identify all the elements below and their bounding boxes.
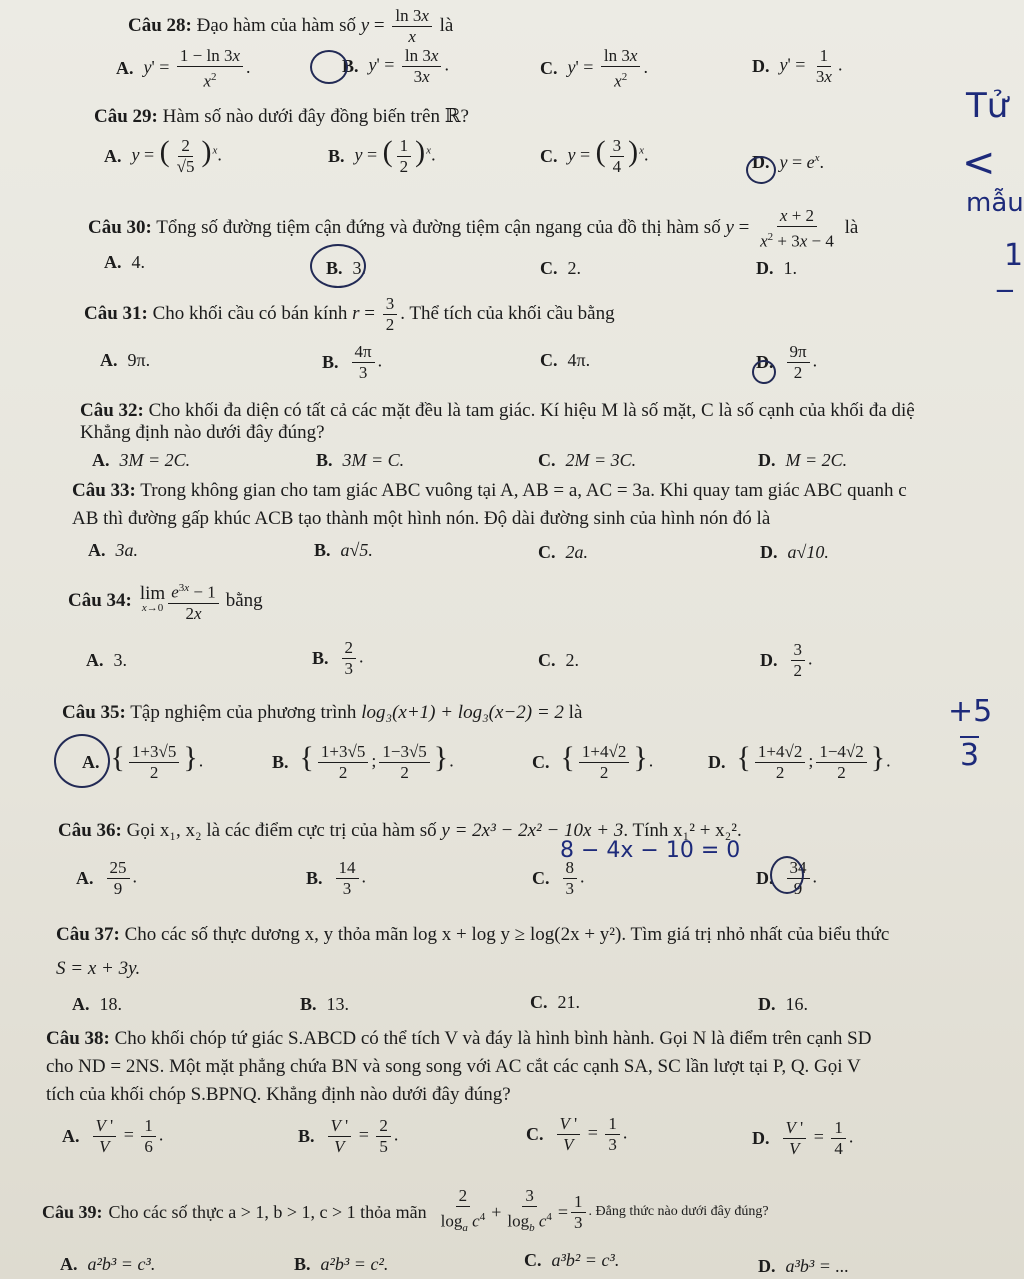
option-text: y' = $\frac{1 - \ln 3x}{x^2}$ . [143, 46, 251, 91]
option-36-a[interactable] [76, 858, 137, 899]
option-28-d[interactable] [752, 46, 842, 87]
option-label: D. [758, 994, 776, 1014]
option-label: B. [316, 450, 333, 470]
option-text: y = ( $\frac{3}{4}$ )$^x$. [567, 134, 649, 176]
question-number: Câu 30: [88, 217, 152, 239]
option-label: A. [88, 540, 106, 560]
option-text: 21. [557, 992, 580, 1012]
question-tail: . Thể tích của khối cầu bằng [400, 302, 615, 324]
option-38-c[interactable] [526, 1114, 627, 1155]
option-31-c[interactable] [540, 350, 590, 371]
option-label: B. [342, 56, 359, 76]
question-tail: bằng [225, 589, 263, 611]
option-text: 13. [326, 994, 350, 1014]
option-39-d[interactable] [758, 1256, 849, 1277]
answer-circle [770, 856, 804, 894]
option-34-c[interactable] [538, 650, 579, 671]
option-38-b[interactable] [298, 1116, 398, 1157]
option-text: 3a. [115, 540, 138, 560]
option-text: $\frac{25}{9}$ . [104, 858, 138, 899]
question-stem: Cho các số thực a > 1, b > 1, c > 1 thỏa mãn [108, 1202, 427, 1223]
margin-note: +5 [948, 694, 993, 729]
option-label: B. [300, 994, 317, 1014]
question-stem: Trong không gian cho tam giác ABC vuông tại A, AB = a, AC = 3a. Khi quay tam giác ABC quanh c [140, 480, 907, 501]
option-text: y' = $\frac{\ln 3x}{x^2}$ . [567, 46, 648, 91]
option-text: y' = $\frac{1}{3x}$ . [779, 46, 843, 86]
option-text: 2a. [565, 542, 588, 562]
option-33-a[interactable] [88, 540, 138, 561]
question-38 [46, 1026, 871, 1052]
answer-circle [752, 360, 776, 384]
option-text: $\frac{3}{2}$ . [788, 640, 813, 681]
option-text: a³b³ = ... [785, 1256, 849, 1276]
option-label: C. [532, 868, 550, 888]
option-28-b[interactable] [342, 46, 449, 87]
option-30-c[interactable] [540, 258, 581, 279]
option-label: A. [60, 1254, 78, 1274]
option-label: B. [328, 146, 345, 166]
option-text: a√10. [787, 542, 829, 562]
option-label: C. [540, 146, 558, 166]
option-label: B. [298, 1126, 315, 1146]
question-35 [62, 700, 582, 726]
option-label: C. [530, 992, 548, 1012]
option-text: $\frac{V '}{V}$ = $\frac{1}{3}$ . [554, 1114, 628, 1155]
option-text: $\frac{2}{3}$ . [339, 638, 364, 679]
option-35-c[interactable] [532, 742, 653, 783]
option-text: 2M = 3C. [565, 450, 637, 470]
question-formula: y = 2x³ − 2x² − 10x + 3 [441, 820, 624, 841]
question-stem: S = x + 3y. [56, 958, 141, 979]
question-33-line-2 [72, 506, 770, 532]
option-text: 4. [131, 252, 145, 272]
option-label: B. [322, 352, 339, 372]
option-37-a[interactable] [72, 994, 122, 1015]
option-28-c[interactable] [540, 46, 648, 92]
option-text: 4π. [567, 350, 591, 370]
question-stem: Gọi x₁, x₂ là các điểm cực trị của hàm số [126, 820, 437, 841]
answer-circle [746, 156, 776, 184]
question-37 [56, 922, 889, 948]
question-29 [94, 104, 469, 130]
option-text: 2. [565, 650, 579, 670]
option-label: B. [294, 1254, 311, 1274]
option-text: { $\frac{1+4√2}{2}$ }. [560, 740, 654, 782]
option-33-d[interactable] [760, 542, 829, 563]
option-label: C. [538, 450, 556, 470]
answer-circle [310, 50, 348, 84]
question-tail: . Đẳng thức nào dưới đây đúng? [588, 1204, 769, 1220]
option-label: D. [758, 1256, 776, 1276]
option-label: B. [326, 258, 343, 278]
option-text: { $\frac{1+4√2}{2}$ ; $\frac{1-4√2}{2}$ }. [736, 740, 891, 782]
option-30-a[interactable] [104, 252, 145, 273]
option-label: A. [104, 252, 122, 272]
question-number: Câu 32: [80, 400, 144, 421]
question-number: Câu 33: [72, 480, 136, 501]
formula-render: r = $\frac{3}{2}$ [352, 303, 400, 324]
option-text: 16. [785, 994, 808, 1014]
option-label: A. [100, 350, 118, 370]
option-label: D. [758, 450, 776, 470]
option-label: D. [752, 56, 770, 76]
option-label: D. [756, 352, 774, 372]
option-text: { $\frac{1+3√5}{2}$ ; $\frac{1-3√5}{2}$ }. [299, 740, 454, 782]
option-32-d[interactable] [758, 450, 847, 471]
formula-render: $\frac{2}{\log_a c^4}$ + $\frac{3}{\log_b c^4}$ = $\frac{1}{3}$ [435, 1186, 589, 1238]
option-label: B. [272, 752, 289, 772]
option-text: a²b³ = c². [320, 1254, 389, 1274]
margin-note: < [962, 140, 996, 186]
question-stem: Đạo hàm của hàm số [196, 14, 356, 36]
question-number: Câu 31: [84, 302, 148, 324]
option-text: 9π. [127, 350, 151, 370]
option-text: y' = $\frac{\ln 3x}{3x}$ . [368, 46, 449, 86]
option-text: 3. [113, 650, 127, 670]
option-34-b[interactable] [312, 638, 364, 679]
option-text: $\frac{9\pi}{2}$ . [784, 342, 818, 383]
question-stem: Tập nghiệm của phương trình [130, 702, 357, 723]
option-label: A. [62, 1126, 80, 1146]
option-label: C. [538, 542, 556, 562]
option-35-b[interactable] [272, 742, 454, 783]
formula-render: y = $\frac{x + 2}{x^2 + 3x - 4}$ [725, 206, 834, 251]
option-36-c[interactable] [532, 858, 585, 899]
option-text: a√5. [340, 540, 373, 560]
option-label: B. [312, 648, 329, 668]
option-label: C. [540, 58, 558, 79]
option-text: y = ( $\frac{2}{√5}$ )$^x$. [131, 134, 222, 176]
option-text: 3M = C. [342, 450, 405, 470]
option-text: 18. [99, 994, 122, 1014]
option-label: A. [82, 752, 100, 772]
question-31 [84, 294, 615, 335]
option-39-c[interactable] [524, 1250, 619, 1271]
option-text: $\frac{V '}{V}$ = $\frac{1}{6}$ . [90, 1116, 164, 1157]
option-29-b[interactable] [328, 136, 436, 177]
option-label: D. [756, 868, 774, 888]
option-text: 3. [352, 258, 367, 278]
option-label: A. [92, 450, 110, 470]
question-stem: Cho khối chóp tứ giác S.ABCD có thể tích V và đáy là hình bình hành. Gọi N là điểm trên cạnh SD [114, 1028, 872, 1049]
option-37-c[interactable] [530, 992, 580, 1013]
question-stem: Tổng số đường tiệm cận đứng và đường tiệm cận ngang của đồ thị hàm số [156, 217, 721, 239]
margin-note: Tử [966, 86, 1009, 126]
option-label: C. [540, 350, 558, 370]
option-29-c[interactable] [540, 136, 649, 177]
option-label: D. [760, 650, 778, 670]
option-32-b[interactable] [316, 450, 404, 471]
option-label: A. [72, 994, 90, 1014]
question-formula: log₃(x+1) + log₃(x−2) = 2 [361, 702, 564, 723]
question-tail: là [568, 702, 583, 723]
question-39 [42, 1186, 769, 1238]
option-29-a[interactable] [104, 136, 222, 177]
option-39-b[interactable] [294, 1254, 388, 1275]
option-label: A. [76, 868, 94, 888]
option-text: M = 2C. [785, 450, 848, 470]
option-text: $\frac{V '}{V}$ = $\frac{2}{5}$ . [325, 1116, 399, 1157]
question-stem: Cho các số thực dương x, y thỏa mãn log x + log y ≥ log(2x + y²). Tìm giá trị nhỏ nhất của biểu thức [124, 924, 890, 945]
formula-render: lim x→0 $\frac{e^{3x} - 1}{2x}$ [140, 578, 222, 624]
option-label: A. [116, 58, 134, 79]
option-label: C. [532, 752, 550, 772]
question-stem: Cho khối đa diện có tất cả các mặt đều là tam giác. Kí hiệu M là số mặt, C là số cạnh của khối đa diệ [148, 400, 915, 421]
option-label: C. [524, 1250, 542, 1270]
option-37-d[interactable] [758, 994, 808, 1015]
question-33 [72, 478, 907, 504]
question-number: Câu 35: [62, 702, 126, 723]
option-label: D. [708, 752, 726, 772]
question-stem: Hàm số nào dưới đây đồng biến trên ℝ? [162, 106, 469, 127]
option-text: $\frac{4\pi}{3}$ . [349, 342, 383, 383]
margin-note: mẫu [966, 188, 1024, 218]
question-number: Câu 36: [58, 820, 122, 841]
option-text: $\frac{34}{9}$ . [784, 858, 818, 899]
option-text: 2. [567, 258, 581, 278]
option-34-a[interactable] [86, 650, 127, 671]
question-number: Câu 34: [68, 589, 132, 611]
question-tail: . Tính x₁² + x₂². [623, 820, 742, 841]
question-38-line-2 [46, 1054, 861, 1080]
option-31-a[interactable] [100, 350, 150, 371]
question-28 [128, 6, 453, 47]
option-label: D. [756, 258, 774, 278]
option-32-c[interactable] [538, 450, 636, 471]
option-label: C. [540, 258, 558, 278]
option-text: a²b³ = c³. [87, 1254, 156, 1274]
question-tail: là [844, 217, 859, 239]
option-28-a[interactable] [116, 46, 251, 92]
question-stem: AB thì đường gấp khúc ACB tạo thành một hình nón. Độ dài đường sinh của hình nón đó là [72, 508, 771, 529]
question-number: Câu 38: [46, 1028, 110, 1049]
handwritten-note: 8 − 4x − 10 = 0 [560, 838, 741, 863]
option-label: D. [760, 542, 778, 562]
option-label: D. [752, 1128, 770, 1148]
option-37-b[interactable] [300, 994, 349, 1015]
option-38-a[interactable] [62, 1116, 163, 1157]
question-38-line-3 [46, 1082, 511, 1108]
option-text: 1. [783, 258, 797, 278]
option-text: y = ( $\frac{1}{2}$ )$^x$. [354, 134, 436, 176]
option-text: $\frac{8}{3}$ . [560, 858, 585, 899]
question-tail: là [439, 14, 454, 36]
question-stem: Cho khối cầu có bán kính [152, 302, 348, 324]
option-label: C. [526, 1124, 544, 1144]
option-text: $y = e^x$. [779, 152, 825, 172]
option-label: B. [306, 868, 323, 888]
question-number: Câu 28: [128, 14, 192, 36]
formula-render: y = $\frac{\ln 3x}{x}$ [361, 15, 435, 36]
question-number: Câu 29: [94, 106, 158, 127]
option-38-d[interactable] [752, 1118, 853, 1159]
margin-note: − [994, 276, 1016, 306]
option-34-d[interactable] [760, 640, 813, 681]
option-text: { $\frac{1+3√5}{2}$ }. [110, 740, 204, 782]
option-36-b[interactable] [306, 858, 366, 899]
margin-note: 1 [1004, 238, 1024, 273]
option-text: 3M = 2C. [119, 450, 191, 470]
margin-note: 3 [960, 738, 980, 773]
question-number: Câu 37: [56, 924, 120, 945]
question-34 [68, 578, 263, 624]
option-33-c[interactable] [538, 542, 588, 563]
question-stem: Khẳng định nào dưới đây đúng? [80, 422, 325, 443]
option-39-a[interactable] [60, 1254, 155, 1275]
question-32-line-2 [80, 420, 325, 446]
option-32-a[interactable] [92, 450, 190, 471]
option-label: B. [314, 540, 331, 560]
question-stem: cho ND = 2NS. Một mặt phẳng chứa BN và song song với AC cắt các cạnh SA, SC lần lượt tại P, Q. Gọi V [46, 1056, 861, 1077]
question-number: Câu 39: [42, 1202, 103, 1223]
option-31-b[interactable] [322, 342, 382, 383]
answer-circle [54, 734, 110, 788]
option-35-d[interactable] [708, 742, 891, 783]
answer-circle [310, 244, 366, 288]
option-label: A. [104, 146, 122, 166]
option-label: A. [86, 650, 104, 670]
option-text: $\frac{14}{3}$ . [333, 858, 367, 899]
option-label: D. [752, 152, 770, 172]
question-stem: tích của khối chóp S.BPNQ. Khẳng định nào dưới đây đúng? [46, 1084, 511, 1105]
question-30 [88, 206, 858, 252]
option-text: $\frac{V '}{V}$ = $\frac{1}{4}$ . [780, 1118, 854, 1159]
option-text: a³b² = c³. [551, 1250, 620, 1270]
option-33-b[interactable] [314, 540, 373, 561]
question-37-line-2 [56, 956, 140, 982]
option-30-d[interactable] [756, 258, 797, 279]
option-label: C. [538, 650, 556, 670]
